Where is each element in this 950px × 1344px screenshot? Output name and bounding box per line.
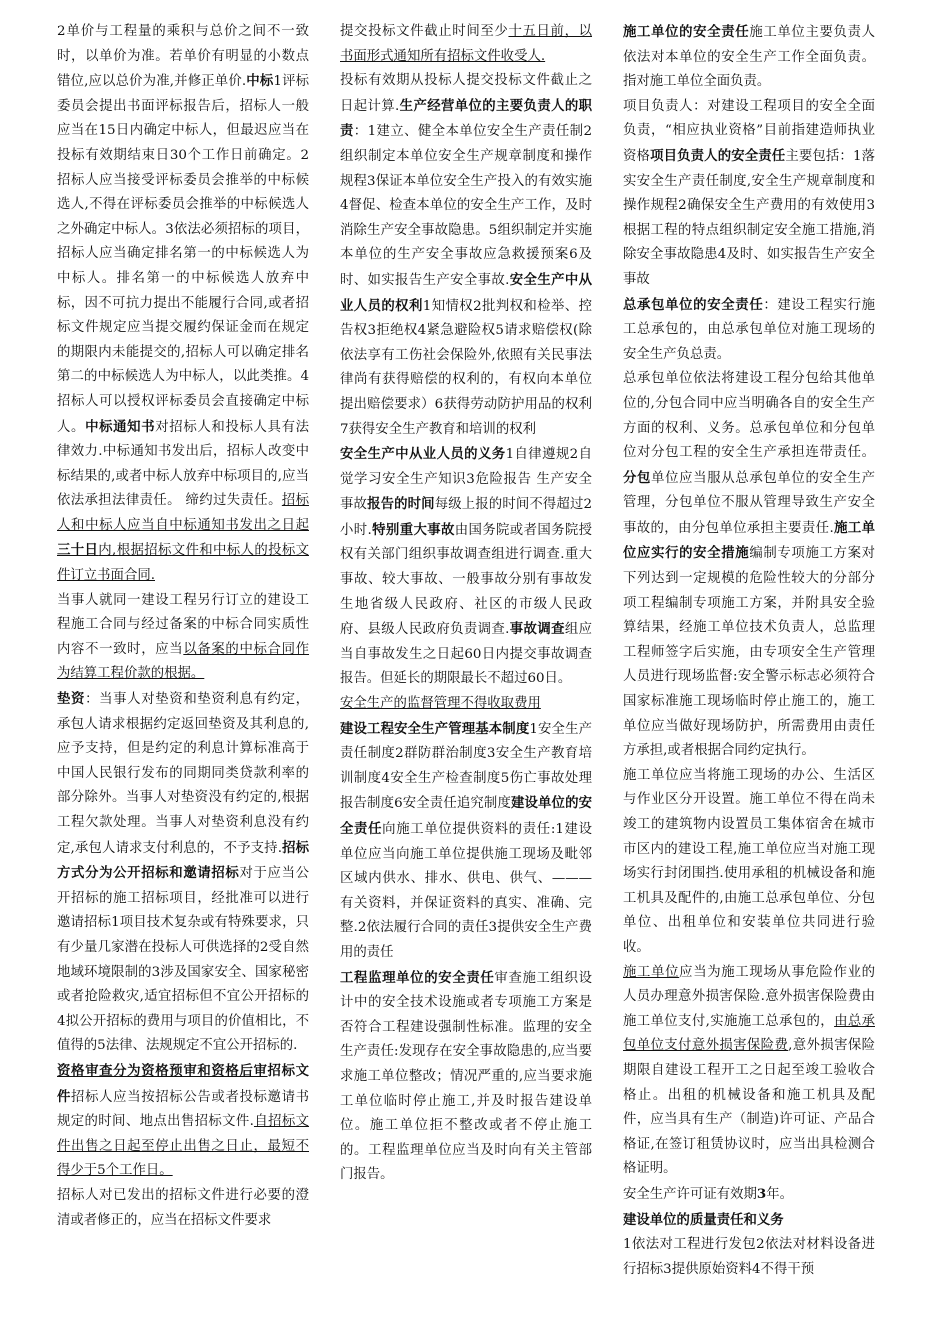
text-column-1 — [57, 20, 309, 1233]
underlined-text: 自招标文件出售之日起至停止出售之日止，最短不得少于5个工作日。 — [57, 1114, 310, 1179]
heading-text: 三十日 — [57, 542, 99, 559]
body-text: 总承包单位依法将建设工程分包给其他单位的,分包合同中应当明确各自的安全生产方面的权利、义务。总承包单位和分包单位对分包工程的安全生产承担连带责任。 — [623, 371, 875, 461]
heading-text: 分包 — [623, 469, 652, 486]
heading-text: 特别重大事故 — [371, 521, 455, 538]
paragraph — [57, 589, 309, 687]
heading-text: 垫资 — [57, 691, 86, 708]
heading-text: 3 — [756, 1185, 767, 1202]
heading-text: 建设单位的安全责任 — [340, 795, 592, 837]
heading-text: 工程监理单位的安全责任 — [340, 969, 495, 986]
body-text: 每级上报的时间不得超过2小时. — [340, 497, 593, 538]
body-text: 年。 — [766, 1186, 794, 1202]
paragraph — [57, 1059, 309, 1184]
body-text: 应当为施工现场从事危险作业的人员办理意外损害保险.意外损害保险费由施工单位支付,实施施工总承包的， — [623, 964, 876, 1029]
paragraph — [340, 442, 592, 692]
paragraph — [623, 293, 875, 368]
body-text: 组应当自事故发生之日起60日内提交事故调查报告。但延长的期限最长不超过60日。 — [340, 622, 593, 687]
underlined-text: 由总承包单位支付意外损害保险费 — [623, 1013, 875, 1054]
paragraph — [623, 1182, 875, 1208]
body-text: 1依法对工程进行发包2依法对材料设备进行招标3提供原始资料4不得干预 — [623, 1237, 875, 1277]
heading-text: 生产经营单位的主要负责人的职责 — [340, 97, 592, 140]
heading-text: 建设工程安全生产管理基本制度 — [340, 720, 530, 737]
paragraph — [340, 69, 592, 442]
paragraph — [623, 764, 875, 961]
body-text: 1安全生产责任制度2群防群治制度3安全生产教育培训制度4安全生产检查制度5伤亡事故处理报告制度6安全责任追究制度 — [340, 721, 592, 812]
paragraph — [57, 20, 309, 589]
paragraph — [623, 95, 875, 293]
text-column-2 — [340, 20, 592, 1188]
heading-text: 事故调查 — [509, 621, 565, 638]
paragraph — [623, 1233, 875, 1282]
heading-text: 中标通知书 — [85, 418, 156, 435]
body-text: 对于应当公开招标的施工招标项目，经批准可以进行邀请招标1项目技术复杂或有特殊要求，只有少量几家潜在投标人可供选择的2受自然地域环境限制的3涉及国家安全、国家秘密或者抢险救灾,适宜招标但不宜公开招标的4拟公开招标的费用与项目的价值相比，不值得的5法律、法规规定不宜公开招标的. — [57, 866, 310, 1054]
text-column-3 — [623, 20, 875, 1282]
body-text: 招标人对已发出的招标文件进行必要的澄清或者修正的，应当在招标文件要求 — [57, 1187, 309, 1228]
body-text: 项目负责人：对建设工程项目的安全全面负责，“相应执业资格”目前指建造师执业资格 — [623, 98, 875, 164]
body-text: 1评标委员会提出书面评标报告后，招标人一般应当在15日内确定中标人，但最迟应当在投标有效期结束日30个工作日前确定。2招标人应当接受评标委员会推举的中标候选人,不得在评标委员会推举的中标候选人之外确定中标人。3依法必须招标的项目，招标人应当确定排名第一的中标候选人为中标人。排名第一的中标候选人放弃中标，因不可抗力提出不能履行合同,或者招标文件规定应当提交履约保证金而在规定的期限内未能提交的,招标人可以确定排名第二的中标候选人为中标人，以此类推。4招标人可以授权评标委员会直接确定中标人。 — [57, 74, 309, 435]
body-text: 主要包括：1落实安全生产责任制度,安全生产规章制度和操作规程2确保安全生产费用的有效使用3根据工程的特点组织制定安全施工措施,消除安全事故隐患4及时、如实报告生产安全事故 — [623, 148, 876, 287]
underlined-text: 内,根据招标文件和中标人的投标文件订立书面合同. — [57, 543, 309, 584]
body-text: 1自律遵规2自觉学习安全生产知识3危险报告 生产安全事故 — [340, 447, 592, 513]
body-text: 单位应当服从总承包单位的安全生产管理，分包单位不服从管理导致生产安全事故的，由分包单位承担主要责任. — [623, 470, 876, 536]
underlined-text: 十五日前，以书面形式通知所有招标文件收受人. — [340, 24, 593, 64]
heading-text: 项目负责人的安全责任 — [650, 147, 786, 164]
heading-text: 总承包单位的安全责任 — [623, 296, 764, 313]
paragraph — [623, 20, 875, 95]
body-text: 编制专项施工方案对下列达到一定规模的危险性较大的分部分项工程编制专项施工方案，并附具安全验算结果，经施工单位技术负责人，总监理工程师签字后实施，由专项安全生产管理人员进行现场监督:安全警示标志必须符合国家标准施工现场临时停止施工的，施工单位应当做好现场防护，所需费用由责任方承担,或者根据合同约定执行。 — [623, 546, 876, 759]
heading-text: 施工单位应实行的安全措施 — [623, 519, 875, 562]
paragraph — [340, 692, 592, 717]
underlined-text: 施工单位 — [623, 964, 680, 980]
body-text: 向施工单位提供资料的责任:1建设单位应当向施工单位提供施工现场及毗邻区域内供水、排水、供电、供气、———有关资料，并保证资料的真实、准确、完整.2依法履行合同的责任3提供安全生产费用的责任 — [340, 822, 592, 960]
body-text: 由国务院或者国务院授权有关部门组织事故调查组进行调查.重大事故、较大事故、一般事故分别有事故发生地省级人民政府、社区的市级人民政府、县级人民政府负责调查. — [340, 522, 593, 638]
body-text: 施工单位应当将施工现场的办公、生活区与作业区分开设置。施工单位不得在尚未竣工的建筑物内设置员工集体宿舍在城市市区内的建设工程,施工单位应当对施工现场实行封闭围挡.使用承租的机械设备和施工机具及配件的,由施工总承包单位、分包单位、出租单位和安装单位共同进行验收。 — [623, 767, 875, 955]
underlined-text: 以备案的中标合同作为结算工程价款的根据。 — [57, 641, 310, 682]
paragraph — [57, 1184, 309, 1233]
body-text: 提交投标文件截止时间至少 — [340, 24, 509, 39]
body-text: 对招标人和投标人具有法律效力.中标通知书发出后，招标人改变中标结果的,或者中标人放弃中标项目的,应当依法承担法律责任。 缔约过失责任。 — [57, 419, 310, 509]
heading-text: 施工单位的安全责任 — [623, 24, 750, 40]
paragraph — [623, 1208, 875, 1234]
paragraph — [623, 961, 875, 1182]
heading-text: 建设单位的质量责任和义务 — [623, 1211, 784, 1228]
paragraph — [623, 367, 875, 764]
body-text: 施工单位主要负责人依法对本单位的安全生产工作全面负责。指对施工单位全面负责。 — [623, 25, 876, 90]
paragraph — [340, 717, 592, 966]
body-text: ：1建立、健全本单位安全生产责任制2组织制定本单位安全生产规章制度和操作规程3保证本单位安全生产投入的有效实施4督促、检查本单位的安全生产工作，及时消除生产安全事故隐患。5组织制定并实施本单位的生产安全事故应急救援预案6及时、如实报告生产安全事故. — [340, 124, 592, 288]
paragraph — [340, 966, 592, 1188]
body-text: ,意外损害保险期限自建设工程开工之日起至竣工验收合格止。出租的机械设备和施工机具及配件，应当具有生产（制造)许可证、产品合格证,在签订租赁协议时，应当出具检测合格证明。 — [623, 1038, 875, 1177]
heading-text: 资格审查分为资格预审和资格后审 — [57, 1062, 268, 1079]
heading-text: 招标方式分为公开招标和邀请招标 — [57, 839, 310, 882]
heading-text: 中标 — [246, 73, 274, 90]
body-text: 安全生产许可证有效期 — [623, 1186, 757, 1202]
body-text: ：当事人对垫资和垫资利息有约定，承包人请求根据约定返回垫资及其利息的,应予支持，但是约定的利息计算标准高于中国人民银行发布的同期同类贷款利率的部分除外。当事人对垫资没有约定的,根据工程欠款处理。当事人对垫资利息没有约定,承包人请求支付利息的，不予支持. — [57, 692, 310, 856]
body-text: ：建设工程实行施工总承包的，由总承包单位对施工现场的安全生产负总责。 — [623, 297, 876, 362]
heading-text: 报告的时间 — [367, 496, 435, 513]
body-text: 2单价与工程量的乘积与总价之间不一致时，以单价为准。若单价有明显的小数点错位,应以总价为准,并修正单价. — [57, 24, 309, 90]
paragraph — [340, 20, 592, 69]
body-text: 审查施工组织设计中的安全技术设施或者专项施工方案是否符合工程建设强制性标准。监理的安全生产责任:发现存在安全事故隐患的,应当要求施工单位整改；情况严重的,应当要求施工单位临时停止施工,并及时报告建设单位。施工单位拒不整改或者不停止施工的。工程监理单位应当及时向有关主管部门报告。 — [340, 970, 593, 1183]
body-text: 招标人应当按招标公告或者投标邀请书规定的时间、地点出售招标文件. — [57, 1089, 310, 1130]
heading-text: 安全生产中从业人员的权利 — [340, 271, 592, 314]
body-text: 投标有效期从投标人提交投标文件截止之日起计算. — [340, 73, 592, 114]
underlined-text: 招标人和中标人应当自中标通知书发出之日起 — [57, 493, 309, 533]
heading-text: 安全生产中从业人员的义务 — [340, 446, 506, 463]
body-text: 1知情权2批判权和检举、控告权3拒绝权4紧急避险权5请求赔偿权(除依法享有工伤社会保险外,依照有关民事法律尚有获得赔偿的权利的，有权向本单位提出赔偿要求）6获得劳动防护用品的权利7获得安全生产教育和培训的权利 — [340, 298, 592, 437]
body-text: 当事人就同一建设工程另行订立的建设工程施工合同与经过备案的中标合同实质性内容不一致时，应当 — [57, 592, 309, 657]
heading-text: 招标文件 — [57, 1062, 310, 1105]
underlined-text: 安全生产的监督管理不得收取费用 — [340, 696, 541, 712]
paragraph — [57, 687, 309, 1059]
